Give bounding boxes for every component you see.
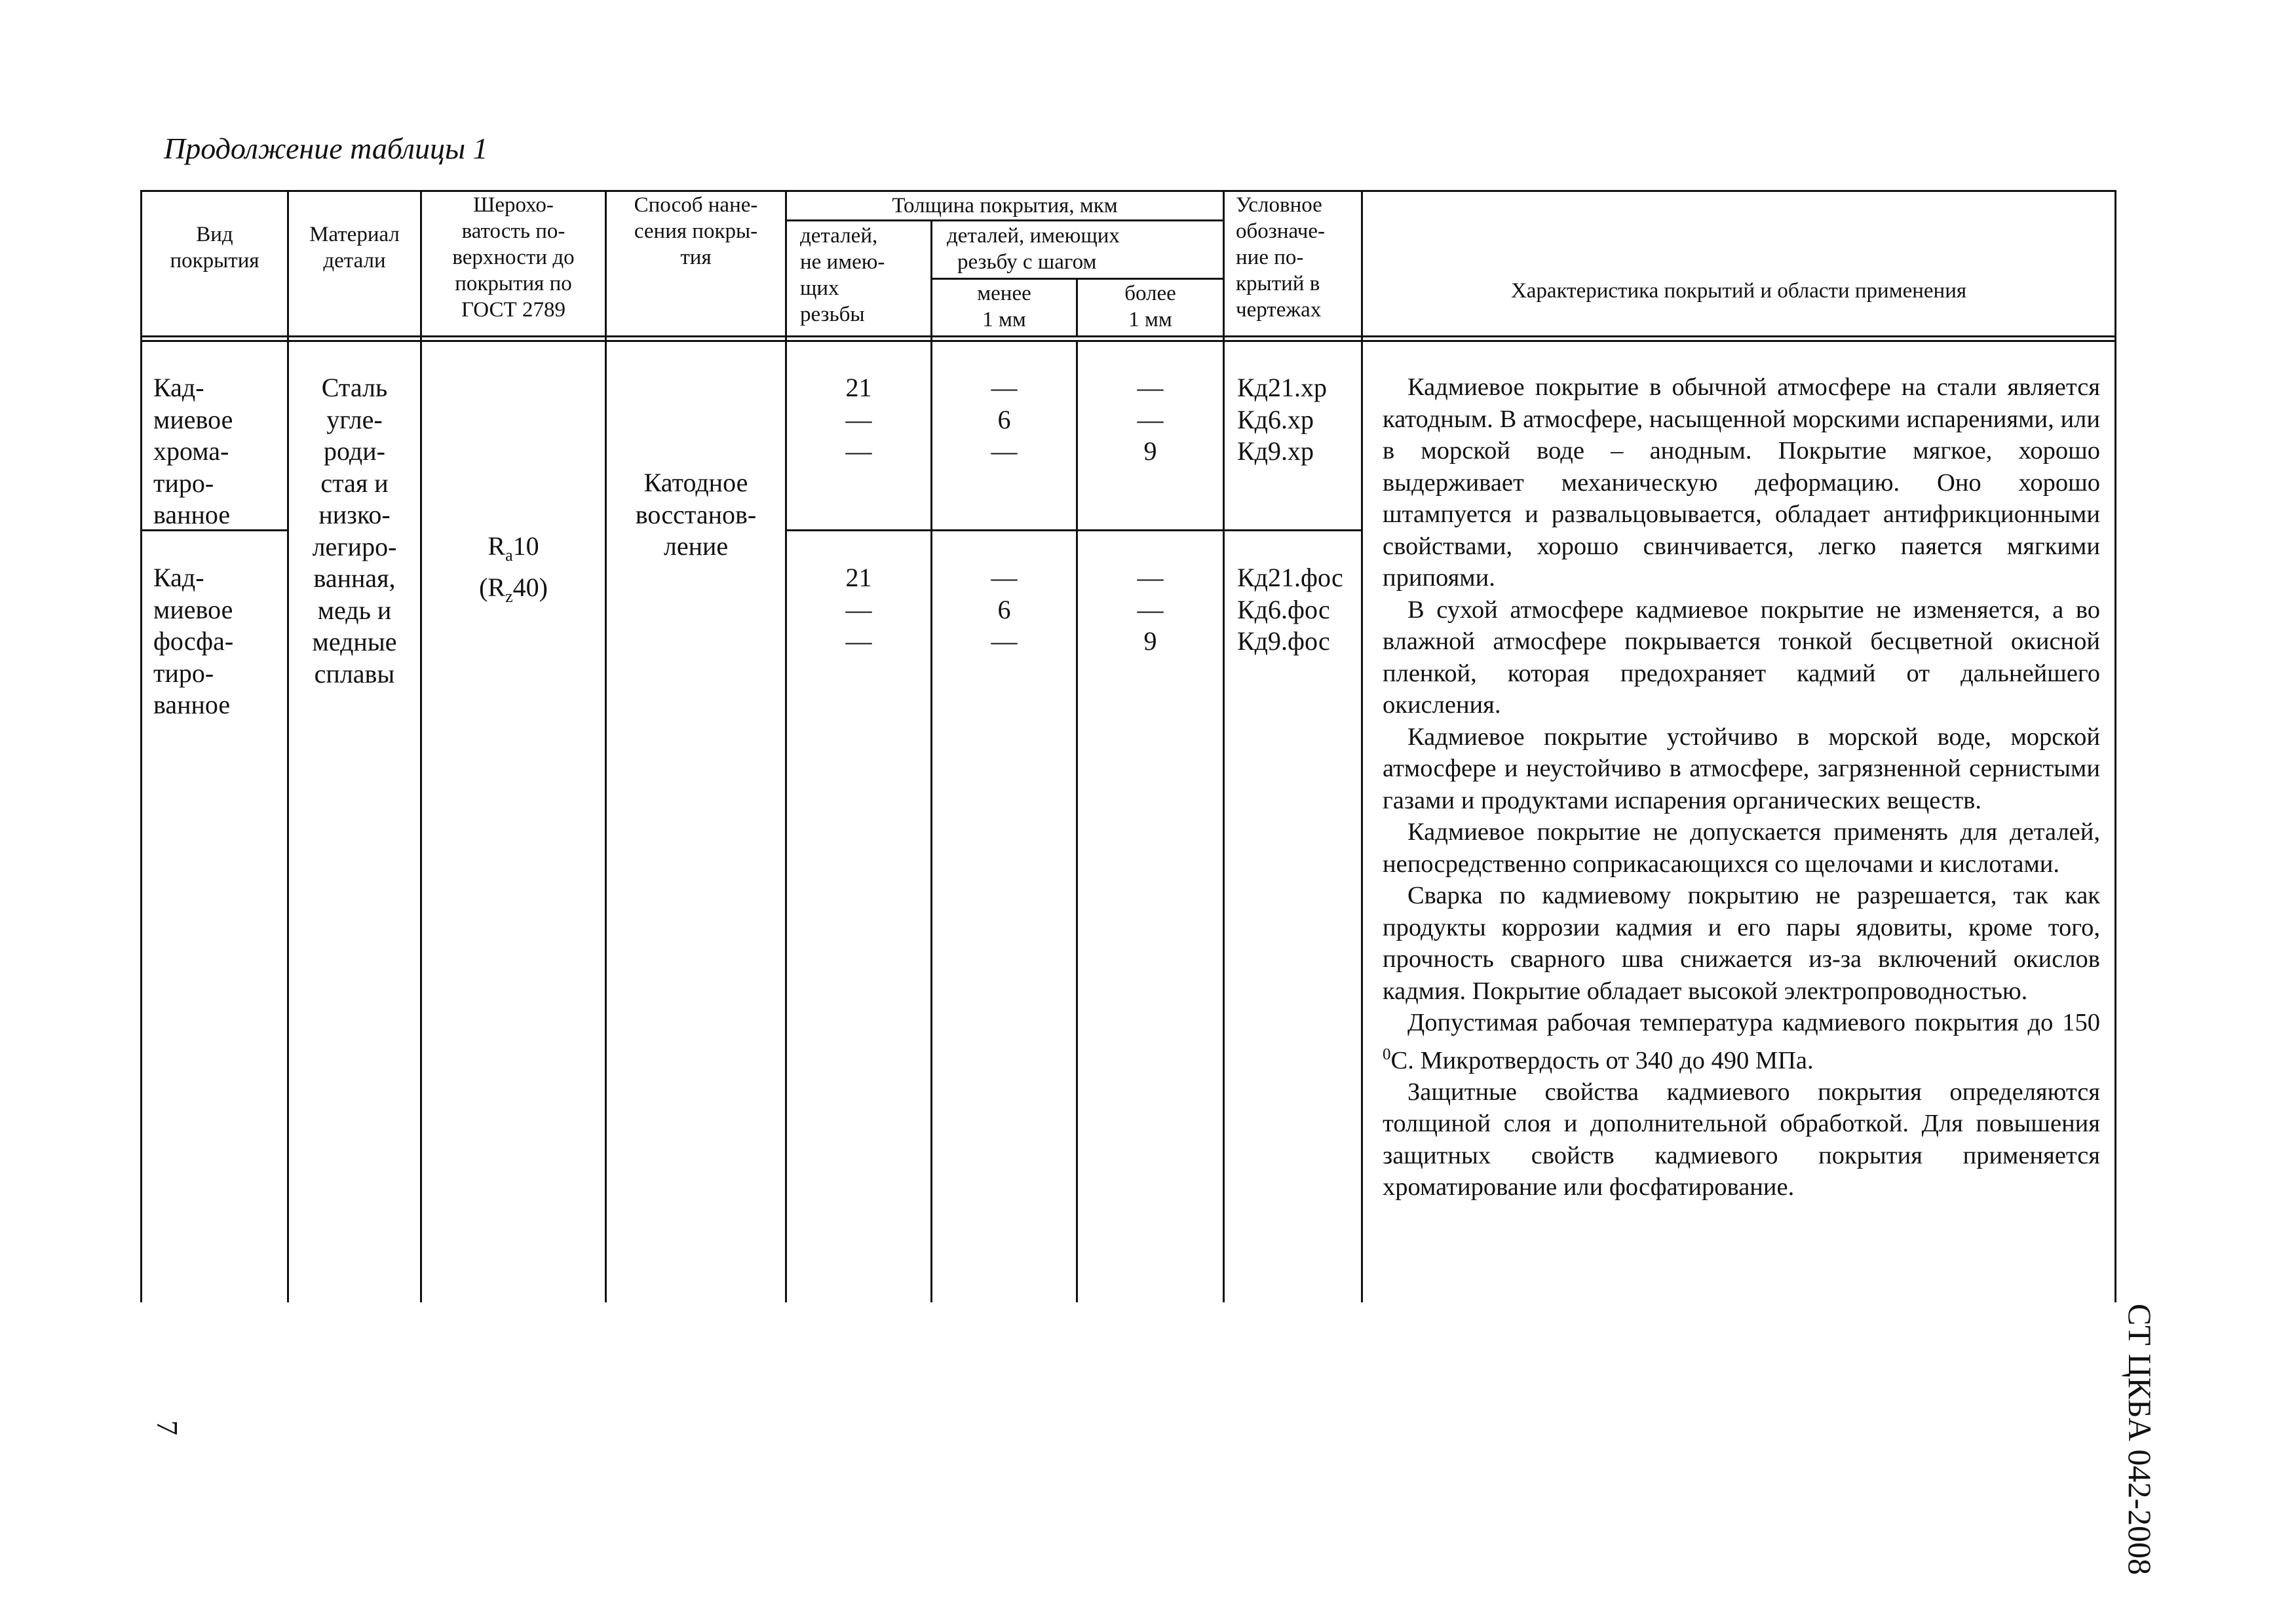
header-less-1mm: менее 1 мм (977, 282, 1031, 331)
header-material: Материал детали (309, 223, 400, 273)
description-paragraph: Кадмиевое покрытие в обычной атмосфере на стали является катодным. В атмосфере, насыщенной морскими испарениями, или в морской воде – анодным. Покрытие мягкое, хорошо выдерживает механическую деформацию. Оно хорошо штампуется и развальцовывается, обладает антифрикционными свойствами, хорошо свинчивается, легко паяется мягкими припоями. (1383, 373, 2100, 592)
document-code: СТ ЦКБА 042-2008 (2122, 1304, 2158, 1576)
row2-coating-type: Кад- миевое фосфа- тиро- ванное (153, 563, 234, 719)
method-cell: Катодное восстанов- ление (635, 468, 757, 561)
thickness-sub-line (787, 219, 1225, 221)
col-line-0 (140, 190, 142, 1302)
header-characteristic: Характеристика покрытий и области применения (1510, 279, 1967, 303)
description-paragraph: Кадмиевое покрытие не допускается применять для деталей, непосредственно соприкасающихся со щелочами и кислотами. (1383, 818, 2100, 878)
roughness-rz: $(R_z40)$ (479, 572, 548, 606)
roughness-ra: $R_a10$ (488, 531, 539, 565)
material-cell: Сталь угле- роди- стая и низко- легиро- ванная, медь и медные сплавы (312, 373, 397, 689)
description-paragraph: В сухой атмосфере кадмиевое покрытие не изменяется, а во влажной атмосфере покрывается тонкой бесцветной окисной пленкой, которая предохраняет кадмий от дальнейшего окисления. (1383, 595, 2100, 719)
header-bottom-border-2 (140, 340, 2116, 342)
col-line-1 (287, 190, 289, 1302)
description-paragraph: Допустимая рабочая температура кадмиевого покрытия до 150 $^0$С. Микротвердость от 340 до 490 МПа. (1383, 1009, 2100, 1074)
header-thickness: Толщина покрытия, мкм (892, 194, 1118, 217)
col-line-7 (1223, 190, 1225, 1302)
header-with-thread: деталей, имеющих резьбу с шагом (947, 224, 1120, 274)
row-separator-2 (787, 529, 1363, 531)
row1-coating-type: Кад- миевое хрома- тиро- ванное (153, 373, 233, 529)
col-line-2 (420, 190, 422, 1302)
description-text (1383, 371, 2100, 1203)
table-caption: Продолжение таблицы 1 (164, 132, 488, 165)
header-method: Способ нане- сения покры- тия (634, 193, 758, 269)
description-paragraph: Защитные свойства кадмиевого покрытия определяются толщиной слоя и дополнительной обработкой. Для повышения защитных свойств кадмиевого покрытия применяется хроматирование или фосфатирование. (1383, 1078, 2100, 1201)
col-line-8 (1361, 190, 1363, 1302)
col-line-4 (785, 190, 787, 1302)
row2-more-1mm: — — 9 (1137, 563, 1164, 656)
col-line-3 (605, 190, 607, 1302)
row1-no-thread: 21 — — (845, 373, 872, 466)
description-paragraph: Сварка по кадмиевому покрытию не разрешается, так как продукты коррозии кадмия и его пары ядовиты, кроме того, прочность сварного шва снижается из-за включений окислов кадмия. Покрытие обладает высокой электропроводностью. (1383, 882, 2100, 1005)
header-coating-type: Вид покрытия (170, 223, 259, 273)
row1-designation: Кд21.хр Кд6.хр Кд9.хр (1237, 373, 1328, 466)
row2-no-thread: 21 — — (845, 563, 872, 656)
page-number: 7 (151, 1420, 184, 1435)
header-roughness: Шерохо- ватость по- верхности до покрытия по ГОСТ 2789 (452, 193, 575, 322)
row2-less-1mm: — 6 — (991, 563, 1018, 656)
row1-more-1mm: — — 9 (1137, 373, 1164, 466)
roughness-cell (422, 531, 605, 613)
col-line-9 (2114, 190, 2116, 1302)
header-bottom-border (140, 335, 2116, 337)
row2-designation: Кд21.фос Кд6.фос Кд9.фос (1237, 563, 1343, 656)
header-more-1mm: более 1 мм (1124, 282, 1176, 331)
header-no-thread: деталей, не имею- щих резьбы (800, 224, 885, 326)
thread-sub-line (932, 278, 1225, 280)
header-designation: Условное обозначе- ние по- крытий в чертежах (1236, 193, 1326, 322)
row1-less-1mm: — 6 — (991, 373, 1018, 466)
description-paragraph: Кадмиевое покрытие устойчиво в морской воде, морской атмосфере и неустойчиво в атмосфере, загрязненной сернистыми газами и продуктами испарения органических веществ. (1383, 723, 2100, 814)
col-line-6b (1076, 340, 1078, 1302)
